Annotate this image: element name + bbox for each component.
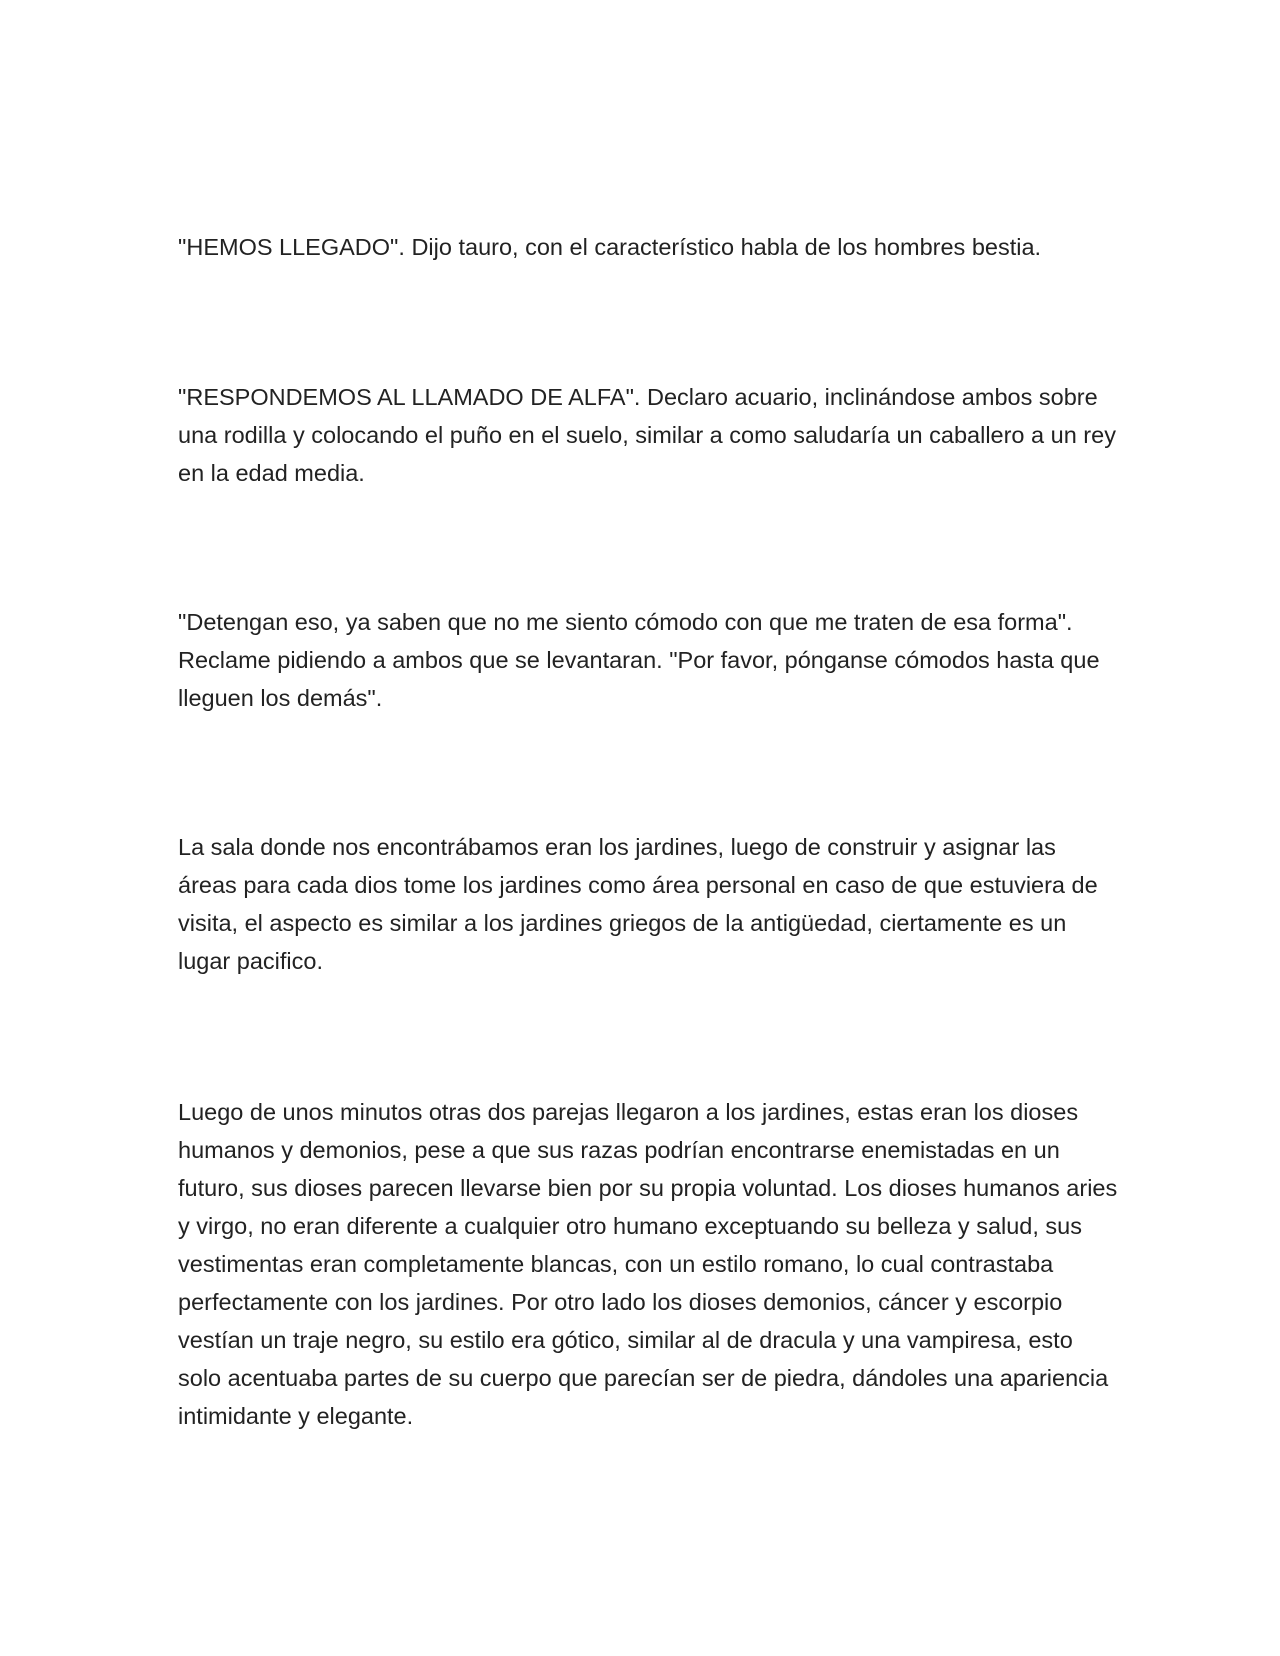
paragraph: "HEMOS LLEGADO". Dijo tauro, con el característico habla de los hombres bestia.: [178, 234, 1042, 260]
paragraph: "Detengan eso, ya saben que no me siento cómodo con que me traten de esa forma". Reclame pidiendo a ambos que se levantaran. "Por favor, pónganse cómodos hasta que lleguen los demás".: [178, 609, 1100, 711]
paragraph: "RESPONDEMOS AL LLAMADO DE ALFA". Declaro acuario, inclinándose ambos sobre una rodilla y colocando el puño en el suelo, similar a como saludaría un caballero a un rey en la edad media.: [178, 384, 1116, 486]
paragraph: Luego de unos minutos otras dos parejas llegaron a los jardines, estas eran los dioses humanos y demonios, pese a que sus razas podrían encontrarse enemistadas en un futuro, sus dioses parecen llevarse bien por su propia voluntad. Los dioses humanos aries y virgo, no eran diferente a cualquier otro humano exceptuando su belleza y salud, sus vestimentas eran completamente blancas, con un estilo romano, lo cual contrastaba perfectamente con los jardines. Por otro lado los dioses demonios, cáncer y escorpio vestían un traje negro, su estilo era gótico, similar al de dracula y una vampiresa, esto solo acentuaba partes de su cuerpo que parecían ser de piedra, dándoles una apariencia intimidante y elegante.: [178, 1099, 1118, 1429]
paragraph: La sala donde nos encontrábamos eran los jardines, luego de construir y asignar las áreas para cada dios tome los jardines como área personal en caso de que estuviera de visita, el aspecto es similar a los jardines griegos de la antigüedad, ciertamente es un lugar pacifico.: [178, 834, 1098, 974]
